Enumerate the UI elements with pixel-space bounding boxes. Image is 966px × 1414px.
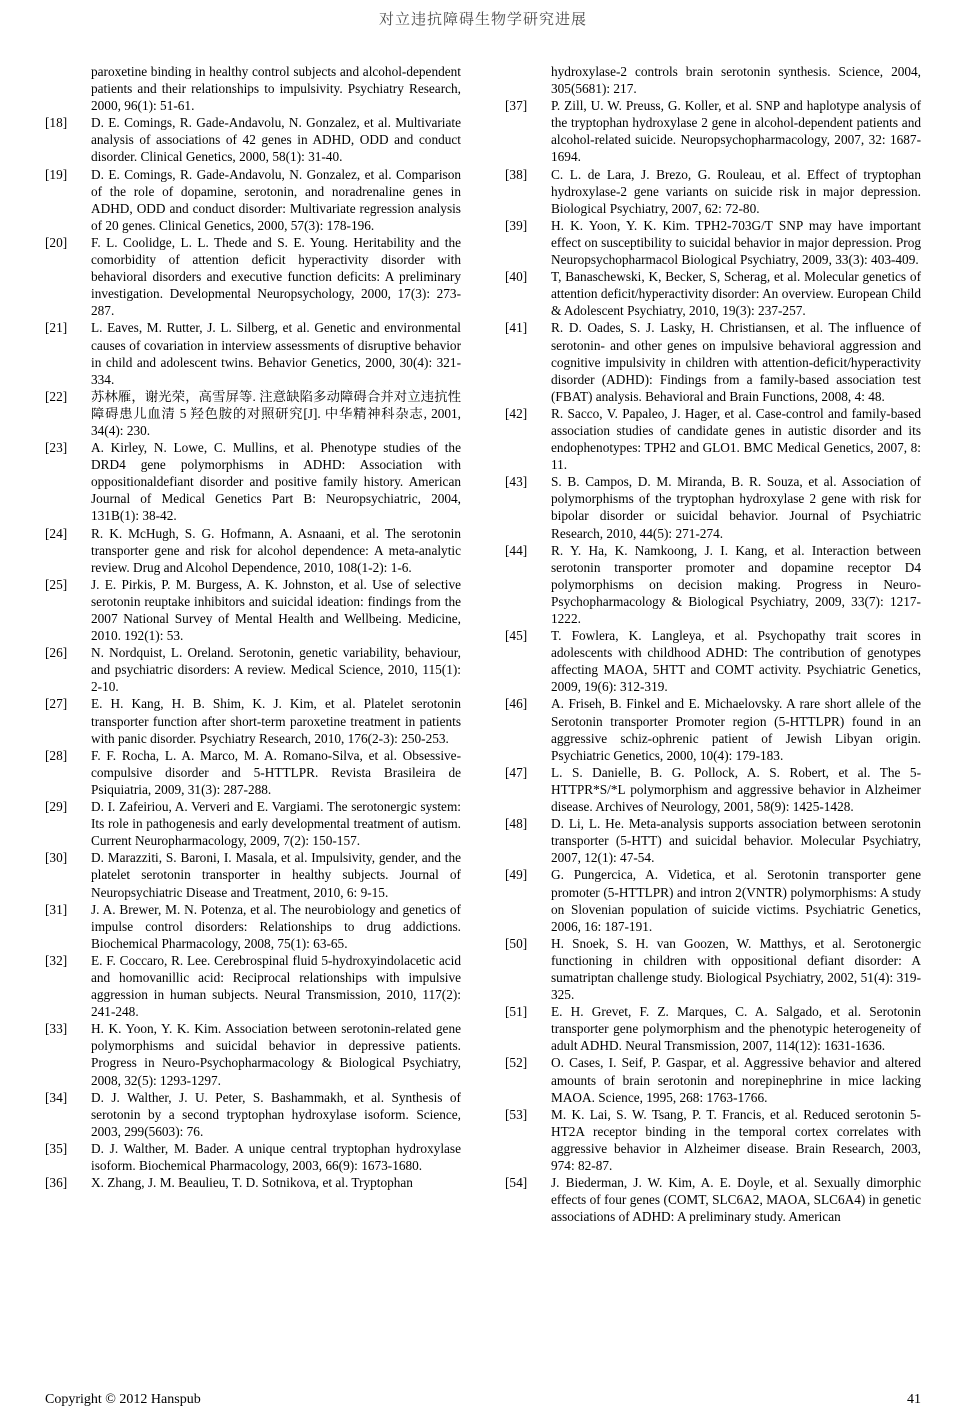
reference-item [45, 798, 461, 849]
page-footer [45, 1392, 921, 1408]
reference-number: [45] [505, 628, 528, 644]
reference-item [45, 114, 461, 165]
reference-item [505, 405, 921, 473]
reference-number: [26] [45, 645, 68, 661]
copyright-notice: Copyright © 2012 Hanspub [45, 1392, 201, 1407]
reference-item [505, 166, 921, 217]
reference-text: R. Y. Ha, K. Namkoong, J. I. Kang, et al. Interaction between serotonin transporter promoter and dopamine receptor D4 polymorphisms on decision making. Progress in Neuro-Psychopharmacology & Biological Psychiatry, 2009, 33(7): 1217-1222. [551, 542, 921, 626]
reference-text: D. I. Zafeiriou, A. Ververi and E. Vargiami. The serotonergic system: Its role in pathogenesis and early developmental treatment of autism. Current Neuropharmacology, 2009, 7(2): 150-157. [91, 799, 461, 849]
reference-number: [20] [45, 234, 68, 250]
reference-item [505, 63, 921, 97]
reference-text: R. K. McHugh, S. G. Hofmann, A. Asnaani, et al. The serotonin transporter gene and risk for alcohol dependence: A meta-analytic review. Drug and Alcohol Dependence, 2010, 108(1-2): 1-6. [91, 525, 461, 575]
reference-text: M. K. Lai, S. W. Tsang, P. T. Francis, et al. Reduced serotonin 5-HT2A receptor binding in the temporal cortex correlates with aggressive behavior in Alzheimer disease. Brain Research, 2003, 974: 82-87. [551, 1106, 921, 1173]
reference-text: X. Zhang, J. M. Beaulieu, T. D. Sotnikova, et al. Tryptophan [91, 1175, 413, 1191]
reference-number: [25] [45, 576, 68, 592]
reference-number: [33] [45, 1021, 68, 1037]
reference-item [505, 1106, 921, 1174]
reference-number: [35] [45, 1140, 68, 1156]
reference-number: [23] [45, 440, 68, 456]
reference-text: F. L. Coolidge, L. L. Thede and S. E. Young. Heritability and the comorbidity of attention deficit hyperactivity disorder with behavioral disorders and executive function deficits: A preliminary investigation. Developmental Neuropsychology, 2000, 17(3): 273-287. [91, 234, 461, 319]
reference-number: [27] [45, 696, 68, 712]
reference-item [45, 849, 461, 900]
reference-text: R. Sacco, V. Papaleo, J. Hager, et al. Case-control and family-based association studies of candidate genes in autistic disorder and its endophenotypes: TPH2 and GLO1. BMC Medical Genetics, 2007, 8: 11. [551, 405, 921, 473]
reference-text: E. H. Grevet, F. Z. Marques, C. A. Salgado, et al. Serotonin transporter gene polymorphism and the phenotypic heterogeneity of adult ADHD. Neural Transmission, 2007, 114(12): 1631-1636. [551, 1004, 921, 1054]
reference-number: [28] [45, 747, 68, 763]
reference-item [45, 525, 461, 576]
reference-number: [39] [505, 217, 528, 233]
reference-item [45, 1140, 461, 1174]
references-section [45, 63, 921, 1225]
reference-item [505, 217, 921, 268]
reference-number: [22] [45, 388, 68, 404]
reference-text: P. Zill, U. W. Preuss, G. Koller, et al. SNP and haplotype analysis of the tryptophan hydroxylase 2 gene in alcohol-dependent patients and alcohol-related suicide. Neuropsychopharmacology, 2007, 32: 1687-1694. [551, 98, 921, 165]
reference-number: [49] [505, 867, 528, 883]
reference-text: paroxetine binding in healthy control subjects and alcohol-dependent patients and their relationships to impulsivity. Psychiatry Research, 2000, 96(1): 51-61. [91, 64, 461, 114]
reference-item [45, 1174, 461, 1191]
reference-item [45, 388, 461, 439]
reference-text: T, Banaschewski, K, Becker, S, Scherag, et al. Molecular genetics of attention deficit/hyperactivity disorder: An overview. European Child & Adolescent Psychiatry, 2010, 19(3): 237-257. [551, 269, 921, 319]
reference-item [505, 815, 921, 866]
reference-number: [31] [45, 901, 68, 917]
reference-item [505, 935, 921, 1003]
reference-number: [40] [505, 269, 528, 285]
reference-number: [32] [45, 952, 68, 968]
reference-text: O. Cases, I. Seif, P. Gaspar, et al. Aggressive behavior and altered amounts of brain serotonin and norepinephrine in mice lacking MAOA. Science, 1995, 268: 1763-1766. [551, 1055, 921, 1105]
reference-item [45, 1089, 461, 1140]
reference-item [45, 63, 461, 114]
reference-text: A. Friseh, B. Finkel and E. Michaelovsky. A rare short allele of the Serotonin transporter Promoter region (5-HTTLPR) found in an aggressive schiz-ophrenic patient of Jewish Libyan origin. Psychiatric Genetics, 2000, 10(4): 179-183. [551, 696, 921, 763]
reference-item [505, 268, 921, 319]
reference-number: [47] [505, 764, 528, 780]
reference-number: [48] [505, 816, 528, 832]
reference-number: [50] [505, 935, 528, 951]
reference-item [505, 695, 921, 763]
reference-text: J. E. Pirkis, P. M. Burgess, A. K. Johnston, et al. Use of selective serotonin reuptake inhibitors and suicidal ideation: findings from the 2007 National Survey of Mental Health and Wellbeing. Medicine, 2010. 192(1): 53. [91, 576, 461, 644]
paper-title: 对立违抗障碍生物学研究进展 [378, 12, 587, 28]
reference-number: [52] [505, 1055, 528, 1071]
reference-number: [54] [505, 1175, 528, 1191]
reference-text: D. J. Walther, M. Bader. A unique central tryptophan hydroxylase isoform. Biochemical Pharmacology, 2003, 66(9): 1673-1680. [91, 1140, 461, 1173]
reference-item [505, 97, 921, 165]
reference-text: 苏林雁，谢光荣，高雪屏等. 注意缺陷多动障碍合并对立违抗性障碍患儿血清 5 羟色胺的对照研究[J]. 中华精神科杂志, 2001, 34(4): 230. [91, 388, 461, 438]
references-column-left [45, 63, 461, 1225]
reference-number: [34] [45, 1089, 68, 1105]
page-header [45, 8, 921, 29]
reference-text: E. F. Coccaro, R. Lee. Cerebrospinal fluid 5-hydroxyindolacetic acid and homovanillic acid: Reciprocal relationships with impulsive aggression in human subjects. Neural Transmission, 2010, 117(2): 241-248. [91, 952, 461, 1020]
reference-item [45, 952, 461, 1020]
reference-number: [30] [45, 850, 68, 866]
reference-item [505, 764, 921, 815]
reference-number: [44] [505, 542, 528, 558]
reference-text: N. Nordquist, L. Oreland. Serotonin, genetic variability, behaviour, and psychiatric disorders: A review. Medical Science, 2010, 115(1): 2-10. [91, 645, 461, 695]
reference-text: R. D. Oades, S. J. Lasky, H. Christiansen, et al. The influence of serotonin- and other genes on impulsive behavioral aggression and cognitive impulsivity in children with attention-deficit/hyperactivity disorder (ADHD): Findings from a family-based association test (FBAT) analysis. Behavioral and Brain Functions, 2008, 4: 48. [551, 320, 921, 404]
reference-text: D. E. Comings, R. Gade-Andavolu, N. Gonzalez, et al. Comparison of the role of dopamine, serotonin, and noradrenaline genes in ADHD, ODD and conduct disorder: Multivariate regression analysis of 20 genes. Clinical Genetics, 2000, 57(3): 178-196. [91, 166, 461, 233]
reference-number: [37] [505, 98, 528, 114]
reference-number: [19] [45, 166, 68, 182]
reference-number: [42] [505, 405, 528, 421]
reference-item [505, 542, 921, 627]
reference-text: L. S. Danielle, B. G. Pollock, A. S. Robert, et al. The 5-HTTPR*S/*L polymorphism and aggressive behavior in Alzheimer disease. Archives of Neurology, 2001, 58(9): 1425-1428. [551, 764, 921, 815]
reference-text: D. Marazziti, S. Baroni, I. Masala, et al. Impulsivity, gender, and the platelet serotonin transporter in healthy subjects. Journal of Neuropsychiatric Disease and Treatment, 2010, 6: 9-15. [91, 850, 461, 900]
reference-number: [38] [505, 166, 528, 182]
reference-item [505, 1003, 921, 1054]
reference-item [45, 747, 461, 798]
reference-number: [18] [45, 115, 68, 131]
reference-number: [24] [45, 525, 68, 541]
reference-text: L. Eaves, M. Rutter, J. L. Silberg, et al. Genetic and environmental causes of covariation in interview assessments of disruptive behavior in child and adolescent twins. Behavior Genetics, 2000, 30(4): 321-334. [91, 320, 461, 387]
reference-number: [51] [505, 1004, 528, 1020]
reference-text: hydroxylase-2 controls brain serotonin synthesis. Science, 2004, 305(5681): 217. [551, 64, 921, 97]
reference-item [505, 1174, 921, 1225]
reference-item [45, 234, 461, 319]
reference-item [505, 473, 921, 541]
reference-item [505, 319, 921, 404]
reference-item [45, 644, 461, 695]
reference-item [505, 627, 921, 695]
page-number: 41 [907, 1392, 921, 1407]
reference-text: D. E. Comings, R. Gade-Andavolu, N. Gonzalez, et al. Multivariate analysis of associations of 42 genes in ADHD, ODD and conduct disorder. Clinical Genetics, 2000, 58(1): 31-40. [91, 115, 461, 165]
reference-number: [29] [45, 799, 68, 815]
reference-text: H. K. Yoon, Y. K. Kim. TPH2-703G/T SNP may have important effect on susceptibility to suicidal behavior in major depression. Prog Neuropsychopharmacol Biological Psychiatry, 2009, 33(3): 403-409. [551, 217, 921, 268]
reference-text: S. B. Campos, D. M. Miranda, B. R. Souza, et al. Association of polymorphisms of the tryptophan hydroxylase 2 gene with risk for bipolar disorder or suicidal behavior. Journal of Psychiatric Research, 2010, 44(5): 271-274. [551, 474, 921, 541]
reference-text: F. F. Rocha, L. A. Marco, M. A. Romano-Silva, et al. Obsessive-compulsive disorder and 5-HTTLPR. Revista Brasileira de Psiquiatria, 2009, 31(3): 287-288. [91, 747, 461, 797]
reference-item [45, 166, 461, 234]
reference-text: J. Biederman, J. W. Kim, A. E. Doyle, et al. Sexually dimorphic effects of four genes (COMT, SLC6A2, MAOA, SLC6A4) in genetic associations of ADHD: A preliminary study. American [551, 1175, 921, 1225]
reference-text: A. Kirley, N. Lowe, C. Mullins, et al. Phenotype studies of the DRD4 gene polymorphisms in ADHD: Association with oppositionaldefiant disorder and positive family history. American Journal of Medical Genetics Part B: Neuropsychiatric, 2004, 131B(1): 38-42. [91, 440, 461, 524]
reference-text: J. A. Brewer, M. N. Potenza, et al. The neurobiology and genetics of impulse control disorders: Relationships to drug addictions. Biochemical Pharmacology, 2008, 75(1): 63-65. [91, 901, 461, 951]
reference-number: [36] [45, 1175, 68, 1191]
reference-item [45, 901, 461, 952]
reference-item [45, 319, 461, 387]
references-column-right [505, 63, 921, 1225]
reference-text: H. Snoek, S. H. van Goozen, W. Matthys, et al. Serotonergic functioning in children with oppositional defiant disorder: A sumatriptan challenge study. Biological Psychiatry, 2002, 51(4): 319-325. [551, 935, 921, 1003]
reference-item [45, 439, 461, 524]
reference-number: [53] [505, 1106, 528, 1122]
reference-text: D. J. Walther, J. U. Peter, S. Bashammakh, et al. Synthesis of serotonin by a second tryptophan hydroxylase isoform. Science, 2003, 299(5603): 76. [91, 1089, 461, 1139]
reference-number: [46] [505, 696, 528, 712]
reference-item [45, 695, 461, 746]
reference-text: G. Pungercica, A. Videtica, et al. Serotonin transporter gene promoter (5-HTTLPR) and intron 2(VNTR) polymorphisms: A study on Slovenian population of suicide victims. Psychiatric Genetics, 2006, 16: 187-191. [551, 867, 921, 934]
reference-number: [21] [45, 320, 68, 336]
reference-item [45, 576, 461, 644]
reference-text: E. H. Kang, H. B. Shim, K. J. Kim, et al. Platelet serotonin transporter function after short-term paroxetine treatment in patients with panic disorder. Psychiatry Research, 2010, 176(2-3): 250-253. [91, 696, 461, 746]
reference-item [45, 1020, 461, 1088]
reference-text: T. Fowlera, K. Langleya, et al. Psychopathy trait scores in adolescents with childhood ADHD: The contribution of genotypes affecting MAOA, 5HTT and COMT activity. Psychiatric Genetics, 2009, 19(6): 312-319. [551, 628, 921, 695]
reference-text: D. Li, L. He. Meta-analysis supports association between serotonin transporter (5-HTT) and suicidal behavior. Molecular Psychiatry, 2007, 12(1): 47-54. [551, 816, 921, 866]
reference-number: [41] [505, 320, 528, 336]
reference-item [505, 1054, 921, 1105]
reference-text: C. L. de Lara, J. Brezo, G. Rouleau, et al. Effect of tryptophan hydroxylase-2 gene variants on suicide risk in major depression. Biological Psychiatry, 2007, 62: 72-80. [551, 166, 921, 216]
reference-text: H. K. Yoon, Y. K. Kim. Association between serotonin-related gene polymorphisms and suicidal behavior in depressive patients. Progress in Neuro-Psychopharmacology & Biological Psychiatry, 2008, 32(5): 1293-1297. [91, 1021, 461, 1088]
reference-item [505, 866, 921, 934]
reference-number: [43] [505, 474, 528, 490]
